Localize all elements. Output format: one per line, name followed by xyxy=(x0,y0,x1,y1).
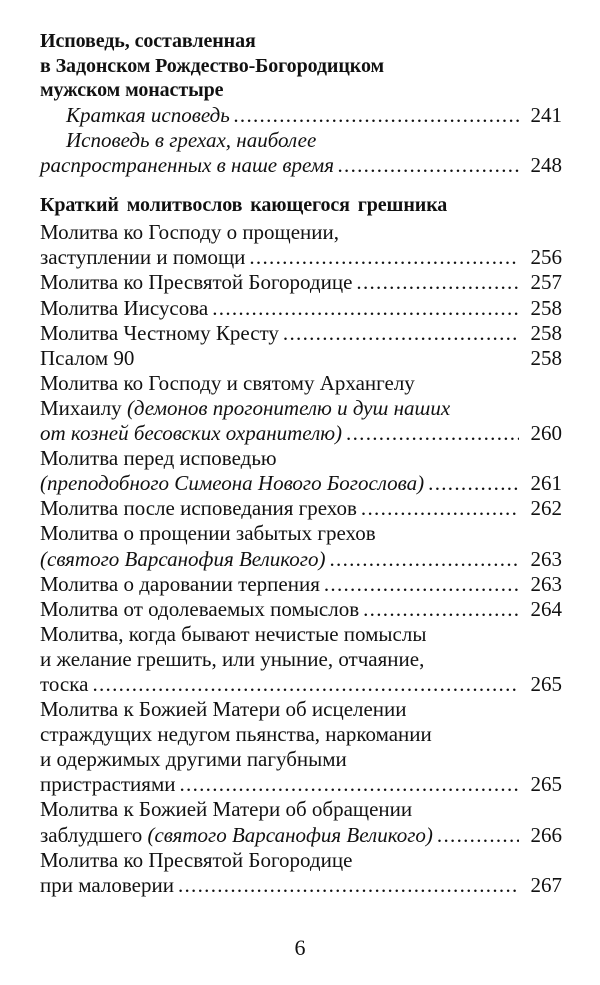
leader-dots xyxy=(212,296,519,321)
entry-title-part: (святого Варсанофия Великого) xyxy=(147,822,433,847)
toc-entry[interactable] xyxy=(40,797,562,847)
entry-title-part: Михаилу xyxy=(40,395,127,420)
leader-dots xyxy=(179,772,519,797)
entry-title: тоска xyxy=(40,671,89,696)
entry-title: пристрастиями xyxy=(40,772,176,797)
toc-entry[interactable] xyxy=(40,103,562,128)
toc-entry[interactable] xyxy=(40,321,562,346)
entry-title: заступлении и помощи xyxy=(40,245,246,270)
section-title-line: мужском монастыре xyxy=(40,79,224,101)
entry-title: (преподобного Симеона Нового Богослова) xyxy=(40,471,425,496)
toc-entry[interactable] xyxy=(40,296,562,321)
toc-entry[interactable] xyxy=(40,128,562,153)
page-ref: 258 xyxy=(530,320,562,345)
page-ref: 263 xyxy=(530,571,562,596)
entry-title: от козней бесовских охранителю) xyxy=(40,421,343,446)
page-ref: 258 xyxy=(530,345,562,370)
page-ref: 258 xyxy=(530,295,562,320)
leader-dots xyxy=(324,572,519,597)
page-ref: 265 xyxy=(530,772,562,797)
entry-title: при маловерии xyxy=(40,872,174,897)
entry-title: Молитва ко Пресвятой Богородице xyxy=(40,847,353,872)
page-ref: 241 xyxy=(530,102,562,127)
leader-dots xyxy=(428,471,519,496)
entry-title: и желание грешить, или уныние, отчаяние, xyxy=(40,646,425,671)
entry-title: Молитва от одолеваемых помыслов xyxy=(40,596,360,621)
entry-title-line xyxy=(40,396,562,421)
section-title-line: в Задонском Рождество-Богородицком xyxy=(40,54,384,77)
entry-title: (святого Варсанофия Великого) xyxy=(40,546,326,571)
entry-title: Молитва перед исповедью xyxy=(40,446,277,471)
leader-dots xyxy=(92,672,519,697)
page-ref: 262 xyxy=(530,496,562,521)
leader-dots xyxy=(283,321,519,346)
page-ref: 256 xyxy=(530,245,562,270)
entry-title: Молитва после исповедания грехов xyxy=(40,496,357,521)
toc-entry[interactable] xyxy=(40,572,562,597)
toc-entry[interactable] xyxy=(40,446,562,496)
section-title xyxy=(40,29,562,103)
entry-title-part: (демонов прогонителю и душ наших xyxy=(126,395,451,420)
toc-entry[interactable] xyxy=(40,346,562,371)
leader-dots xyxy=(234,103,519,128)
entry-title: Молитва ко Господу о прощении, xyxy=(40,220,340,245)
entry-title: Молитва ко Господу и святому Архангелу xyxy=(40,370,415,395)
page-ref: 266 xyxy=(530,822,562,847)
toc-entry[interactable] xyxy=(40,371,562,446)
leader-dots xyxy=(346,421,519,446)
leader-dots xyxy=(363,597,519,622)
leader-dots xyxy=(338,153,519,178)
toc-entry[interactable] xyxy=(40,521,562,571)
entry-title: страждущих недугом пьянства, наркомании xyxy=(40,722,432,747)
entry-title: Молитва Иисусова xyxy=(40,295,209,320)
page-ref: 263 xyxy=(530,546,562,571)
page-ref: 264 xyxy=(530,596,562,621)
toc-entry[interactable] xyxy=(40,597,562,622)
page-ref: 261 xyxy=(530,471,562,496)
entry-title: Молитва о прощении забытых грехов xyxy=(40,521,376,546)
entry-title: Молитва к Божией Матери об обращении xyxy=(40,797,413,822)
section-title xyxy=(40,193,562,218)
entry-title: Молитва Честному Кресту xyxy=(40,320,279,345)
page-ref: 265 xyxy=(530,671,562,696)
toc-entry[interactable] xyxy=(40,153,562,178)
leader-dots xyxy=(249,245,519,270)
toc-entry[interactable] xyxy=(40,270,562,295)
entry-title: Молитва к Божией Матери об исцелении xyxy=(40,697,407,722)
entry-title: Молитва ко Пресвятой Богородице xyxy=(40,270,353,295)
toc-entry[interactable] xyxy=(40,220,562,270)
entry-title: Молитва о даровании терпения xyxy=(40,571,320,596)
entry-title-line xyxy=(40,823,433,848)
toc-entry[interactable] xyxy=(40,848,562,898)
leader-dots xyxy=(437,823,519,848)
entry-title: Псалом 90 xyxy=(40,345,135,370)
leader-dots xyxy=(361,496,519,521)
entry-title: Молитва, когда бывают нечистые помыслы xyxy=(40,621,427,646)
page-number: 6 xyxy=(294,935,306,960)
entry-title: Краткая исповедь xyxy=(66,102,230,127)
table-of-contents xyxy=(40,29,562,898)
leader-dots xyxy=(356,270,519,295)
page-ref: 267 xyxy=(530,872,562,897)
section-title-line: Исповедь, составленная xyxy=(40,30,256,52)
entry-title: распространенных в наше время xyxy=(40,152,334,177)
toc-entry[interactable] xyxy=(40,496,562,521)
page-ref: 248 xyxy=(530,152,562,177)
leader-dots xyxy=(329,547,519,572)
entry-title: и одержимых другими пагубными xyxy=(40,747,347,772)
section-title-line: Краткий молитвослов кающегося грешника xyxy=(40,193,448,216)
leader-dots xyxy=(178,873,519,898)
toc-entry[interactable] xyxy=(40,697,562,797)
page-ref: 257 xyxy=(530,270,562,295)
entry-title-part: заблудшего xyxy=(40,822,148,847)
toc-entry[interactable] xyxy=(40,622,562,697)
page-ref: 260 xyxy=(530,421,562,446)
entry-title: Исповедь в грехах, наиболее xyxy=(66,127,317,152)
